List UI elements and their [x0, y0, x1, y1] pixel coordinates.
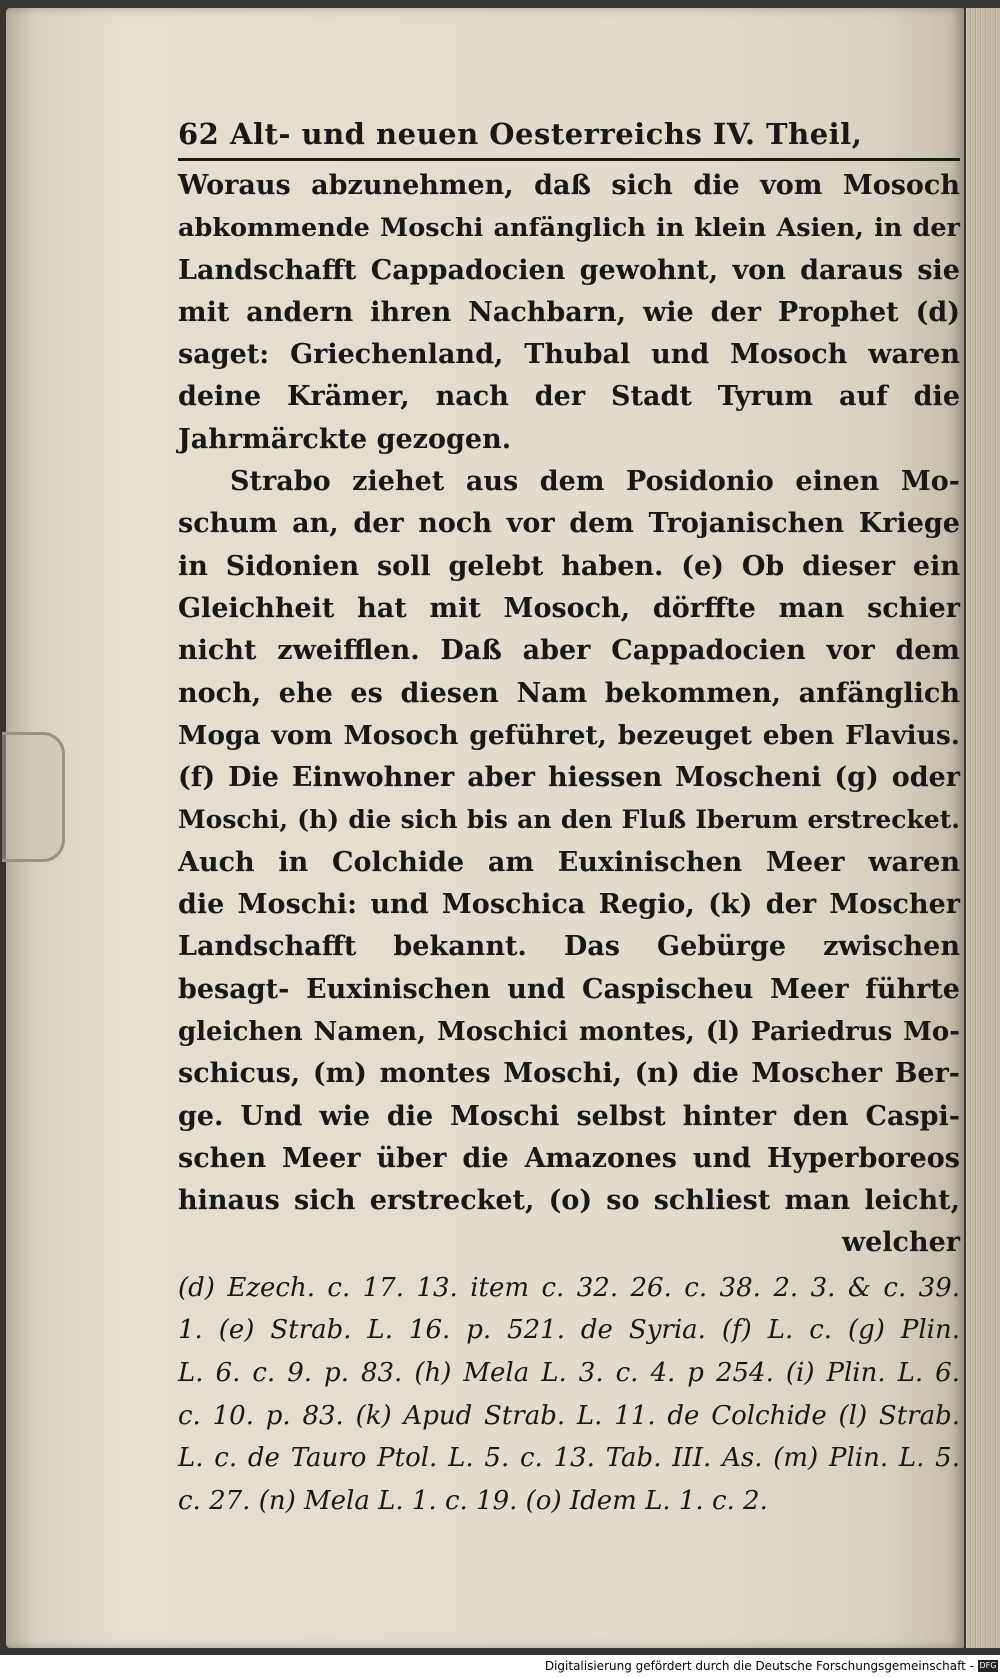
footnote-line: L. c. de Tauro Ptol. L. 5. c. 13. Tab. III. As. (m) Plin. L. 5. — [178, 1443, 960, 1474]
text-line: ge. Und wie die Moschi selbst hinter den Caspi- — [178, 1100, 960, 1132]
text-line: Woraus abzunehmen, daß sich die vom Mosoch — [178, 170, 960, 201]
text-line: schum an, der noch vor dem Trojanischen Kriege — [178, 508, 960, 540]
text-line: Jahrmärckte gezogen. — [178, 423, 512, 455]
text-line: noch, ehe es diesen Nam bekommen, anfänglich — [178, 677, 960, 709]
text-line: abkommende Moschi anfänglich in klein Asien, in der — [178, 213, 960, 244]
footnote-line: c. 27. (n) Mela L. 1. c. 19. (o) Idem L. 1. c. 2. — [178, 1485, 768, 1516]
text-line: schen Meer über die Amazones und Hyperboreos — [178, 1142, 960, 1174]
footnote-line: c. 10. p. 83. (k) Apud Strab. L. 11. de Colchide (l) Strab. — [178, 1400, 960, 1431]
text-line: Strabo ziehet aus dem Posidonio einen Mo- — [230, 466, 960, 498]
text-line: Moschi, (h) die sich bis an den Fluß Iberum erstrecket. — [178, 805, 960, 835]
text-line: Landschafft Cappadocien gewohnt, von daraus sie — [178, 254, 960, 286]
dfg-logo: DFG — [979, 1661, 997, 1670]
text-line: saget: Griechenland, Thubal und Mosoch waren — [178, 339, 960, 371]
footnote-line: (d) Ezech. c. 17. 13. item c. 32. 26. c. 38. 2. 3. & c. 39. — [178, 1272, 960, 1303]
text-line: Gleichheit hat mit Mosoch, dörffte man schier — [178, 592, 960, 624]
text-line: schicus, (m) montes Moschi, (n) die Moscher Ber- — [178, 1058, 960, 1090]
catchword: welcher — [841, 1227, 960, 1259]
text-line: nicht zweifflen. Daß aber Cappadocien vor dem — [178, 635, 960, 667]
footnote-line: L. 6. c. 9. p. 83. (h) Mela L. 3. c. 4. p 254. (i) Plin. L. 6. — [178, 1357, 960, 1388]
footnotes — [178, 1267, 960, 1523]
text-line: (f) Die Einwohner aber hiessen Moscheni (g) oder — [178, 762, 960, 794]
page-edges — [966, 8, 1000, 1648]
book-clasp — [2, 732, 65, 862]
page-content — [178, 112, 960, 1522]
running-header: 62 Alt- und neuen Oesterreichs IV. Theil, — [178, 112, 960, 161]
text-line: besagt- Euxinischen und Caspischeu Meer führte — [178, 973, 960, 1005]
text-line: hinaus sich erstrecket, (o) so schliest man leicht, — [178, 1185, 960, 1217]
text-line: Landschafft bekannt. Das Gebürge zwischen — [178, 931, 960, 963]
footer-credit: Digitalisierung gefördert durch die Deutsche Forschungsgemeinschaft - — [544, 1659, 974, 1673]
text-line: in Sidonien soll gelebt haben. (e) Ob dieser ein — [178, 550, 960, 582]
digitization-footer — [0, 1655, 1000, 1678]
text-line: Moga vom Mosoch geführet, bezeuget eben Flavius. — [178, 719, 960, 751]
text-line: deine Krämer, nach der Stadt Tyrum auf die — [178, 381, 960, 413]
text-line: mit andern ihren Nachbarn, wie der Prophet (d) — [178, 296, 960, 328]
main-text — [178, 165, 960, 1265]
text-line: die Moschi: und Moschica Regio, (k) der Moscher — [178, 889, 960, 921]
footnote-line: 1. (e) Strab. L. 16. p. 521. de Syria. (f) L. c. (g) Plin. — [178, 1315, 960, 1346]
text-line: Auch in Colchide am Euxinischen Meer waren — [178, 846, 960, 878]
text-line: gleichen Namen, Moschici montes, (l) Pariedrus Mo- — [178, 1016, 960, 1047]
